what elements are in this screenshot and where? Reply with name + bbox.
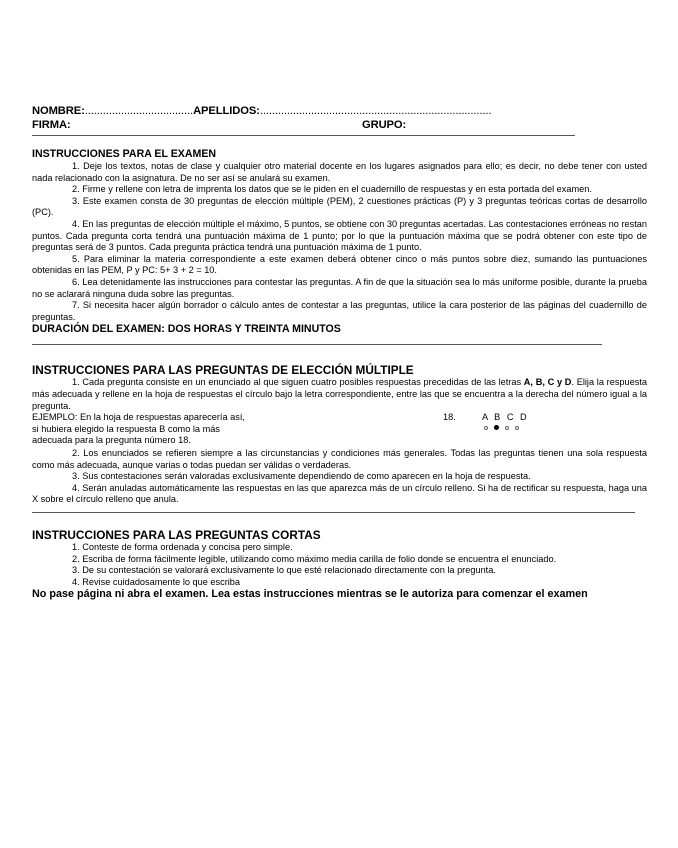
pem-item-1-pre: 1. Cada pregunta consiste en un enunciado al que siguen cuatro posibles respuestas precedidas de las letras	[72, 377, 524, 388]
example-line-1: EJEMPLO: En la hoja de respuestas aparecería así,	[32, 412, 245, 423]
example-answer-letters: A B C D	[482, 412, 529, 423]
apellidos-label: APELLIDOS:	[193, 105, 260, 117]
pem-item-3: 3. Sus contestaciones serán valoradas exclusivamente dependiendo de como aparecen en la hoja de respuesta.	[72, 471, 531, 482]
pc-item-1: 1. Conteste de forma ordenada y concisa pero simple.	[72, 542, 293, 553]
pem-item-4: 4. Serán anuladas automáticamente las respuestas en las que aparezca más de un círculo relleno. Si ha de rectificar su respuesta, haga una X sobre el círculo relleno que anula.	[32, 482, 647, 505]
exam-item-5: 5. Para eliminar la materia correspondiente a este examen deberá obtener cinco o más puntos sobre diez, sumando las puntuaciones obtenidas en las PEM, P y PC: 5+ 3 + 2 = 10.	[32, 253, 647, 276]
exam-item-1: 1. Deje los textos, notas de clase y cualquier otro material docente en los lugares asignados para ello; es decir, no debe tener con usted nada relacionado con la asignatura. De no ser así se anulará su examen.	[32, 161, 647, 183]
grupo-label: GRUPO:	[362, 119, 407, 131]
exam-item-3: 3. Este examen consta de 30 preguntas de elección múltiple (PEM), 2 cuestiones prácticas (P) y 3 preguntas teóricas cortas de desarrollo (PC).	[32, 195, 647, 218]
example-line-3: adecuada para la pregunta número 18.	[32, 435, 191, 446]
pc-item-3: 3. De su contestación se valorará exclusivamente lo que esté relacionado directamente con la pregunta.	[72, 565, 496, 576]
exam-item-6: 6. Lea detenidamente las instrucciones para contestar las preguntas. A fin de que la situación sea lo más uniforme posible, durante la prueba no se aclarará ninguna duda sobre las preguntas.	[32, 276, 647, 299]
example-line-2: si hubiera elegido la respuesta B como la más	[32, 423, 220, 434]
name-row	[32, 104, 647, 118]
exam-duration: DURACIÓN DEL EXAMEN: DOS HORAS Y TREINTA MINUTOS	[32, 323, 341, 336]
exam-item-2: 2. Firme y rellene con letra de imprenta los datos que se le piden en el cuadernillo de respuestas y en esta portada del examen.	[72, 184, 592, 195]
firma-label: FIRMA:	[32, 119, 71, 131]
exam-item-7: 7. Si necesita hacer algún borrador o cálculo antes de contestar a las preguntas, utilice la cara posterior de las páginas del cuadernillo de preguntas.	[32, 300, 647, 322]
firma-row	[32, 118, 647, 132]
apellidos-field: .............................................................................	[259, 105, 492, 117]
pc-item-4: 4. Revise cuidadosamente lo que escriba	[72, 576, 241, 587]
exam-instructions-title: INSTRUCCIONES PARA EL EXAMEN	[32, 148, 217, 160]
exam-item-4: 4. En las preguntas de elección múltiple el máximo, 5 puntos, se obtiene con 30 preguntas acertadas. Las contestaciones erróneas no restan puntos. Cada pregunta corta tendrá una puntuación máxima de 1 punto; por lo que la puntuación máxima que se podrá obtener con este tipo de preguntas será de 3 puntos. Cada pregunta práctica tendrá una puntuación máxima de 1 punto.	[32, 218, 647, 253]
pem-item-1	[32, 377, 647, 412]
bubble-b	[494, 425, 499, 430]
pem-item-1-post: . Elija la respuesta más adecuada y rellene en la hoja de respuestas el círculo bajo la letra correspondiente, entre las que se encuentra a la derecha del número igual a la pregunta.	[32, 377, 648, 411]
bubble-c	[505, 426, 509, 430]
exam-cover-page	[32, 104, 647, 601]
pc-item-2: 2. Escriba de forma fácilmente legible, utilizando como máximo media carilla de folio donde se encuentra el enunciado.	[72, 553, 557, 564]
example-answer-bubbles	[484, 425, 519, 430]
nombre-field: ....................................	[84, 105, 194, 117]
pem-instructions-title: INSTRUCCIONES PARA LAS PREGUNTAS DE ELECCIÓN MÚLTIPLE	[32, 363, 414, 378]
pem-item-1-letters: A, B, C y D	[523, 377, 572, 388]
answer-example	[32, 412, 647, 448]
pem-item-2: 2. Los enunciados se refieren siempre a las circunstancias y condiciones más generales. Todas las preguntas tienen una sola respuesta como más adecuada, aunque varias o todas puedan ser válidas o verdaderas.	[32, 448, 647, 470]
nombre-label: NOMBRE:	[32, 105, 85, 117]
example-text	[32, 412, 332, 447]
bubble-d	[515, 426, 519, 430]
final-notice: No pase página ni abra el examen. Lea estas instrucciones mientras se le autoriza para comenzar el examen	[32, 588, 588, 601]
example-question-number: 18.	[443, 412, 456, 423]
pc-instructions-title: INSTRUCCIONES PARA LAS PREGUNTAS CORTAS	[32, 528, 321, 543]
bubble-a	[484, 426, 488, 430]
